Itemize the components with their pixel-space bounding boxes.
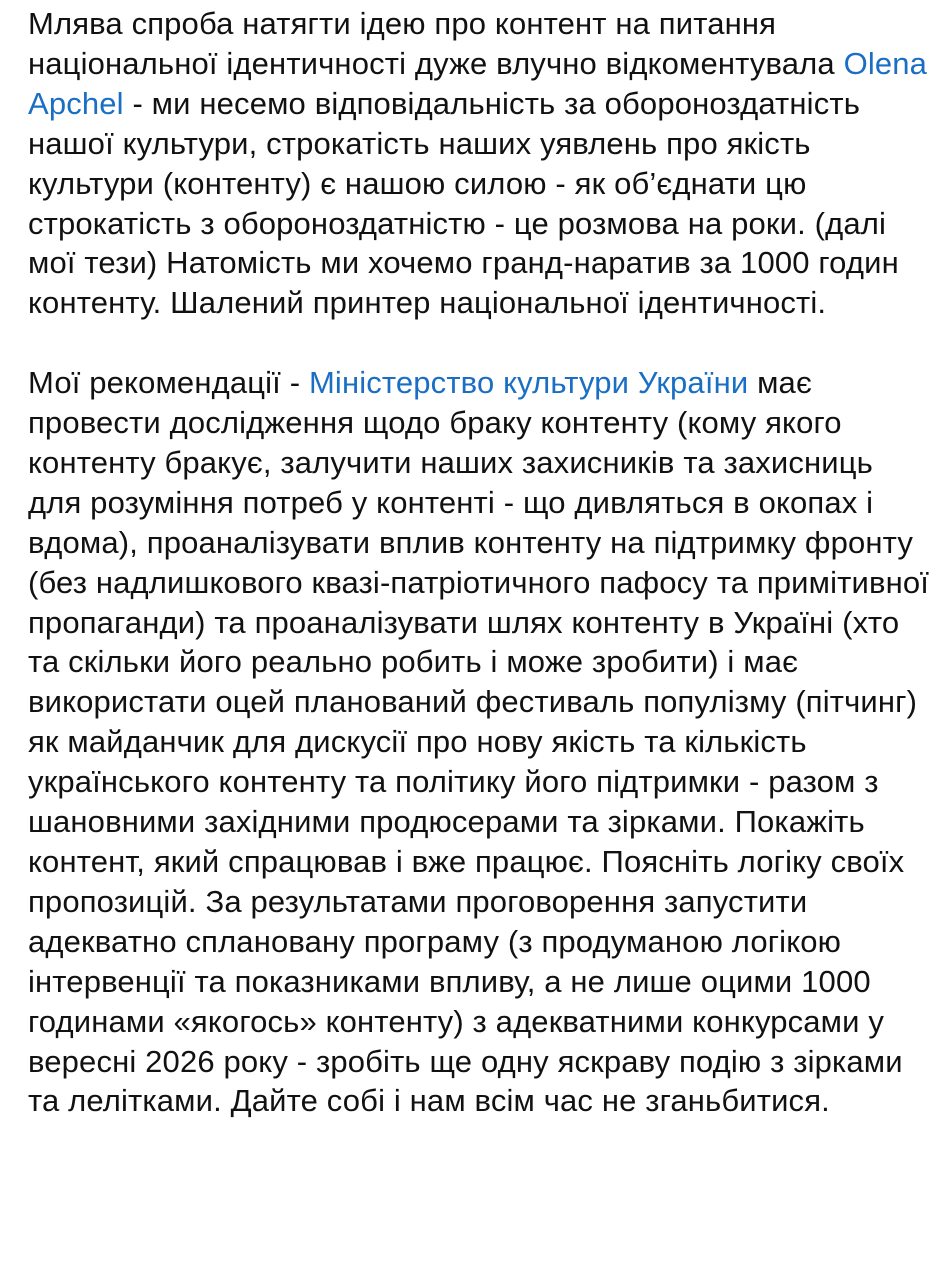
post-paragraph-1: [28, 4, 935, 323]
paragraph-1-text-end: - ми несемо відповідальність за обороноздатність нашої культури, строкатість наших уявлень про якість культури (контенту) є нашою силою - як об’єднати цю строкатість з обороноздатністю - це розмова на роки. (далі мої тези) Натомість ми хочемо гранд-наратив за 1000 годин контенту. Шалений принтер національної ідентичності.: [28, 85, 899, 321]
post-paragraph-2: [28, 363, 935, 1121]
paragraph-2-text-end: має провести дослідження щодо браку контенту (кому якого контенту бракує, залучити наших захисників та захисниць для розуміння потреб у контенті - що дивляться в окопах і вдома), проаналізувати вплив контенту на підтримку фронту (без надлишкового квазі-патріотичного пафосу та примітивної пропаганди) та проаналізувати шлях контенту в Україні (хто та скільки його реально робить і може зробити) і має використати оцей планований фестиваль популізму (пітчинг) як майданчик для дискусії про нову якість та кількість українського контенту та політику його підтримки - разом з шановними західними продюсерами та зірками. Покажіть контент, який спрацював і вже працює. Поясніть логіку своїх пропозицій. За результатами проговорення запустити адекватно сплановану програму (з продуманою логікою інтервенції та показниками впливу, а не лише оцими 1000 годинами «якогось» контенту) з адекватними конкурсами у вересні 2026 року - зробіть ще одну яскраву подію з зірками та лелітками. Дайте собі і нам всім час не зганьбитися.: [28, 365, 930, 1119]
mention-link-ministry-of-culture[interactable]: Міністерство культури України: [308, 365, 749, 401]
mention-link-olena-apchel[interactable]: Olena Apchel: [28, 45, 928, 121]
paragraph-1-text-start: Млява спроба натягти ідею про контент на питання національної ідентичності дуже влучно відкоментувала: [28, 6, 844, 81]
paragraph-spacer: [28, 323, 935, 363]
paragraph-2-text-start: Мої рекомендації -: [28, 365, 309, 401]
